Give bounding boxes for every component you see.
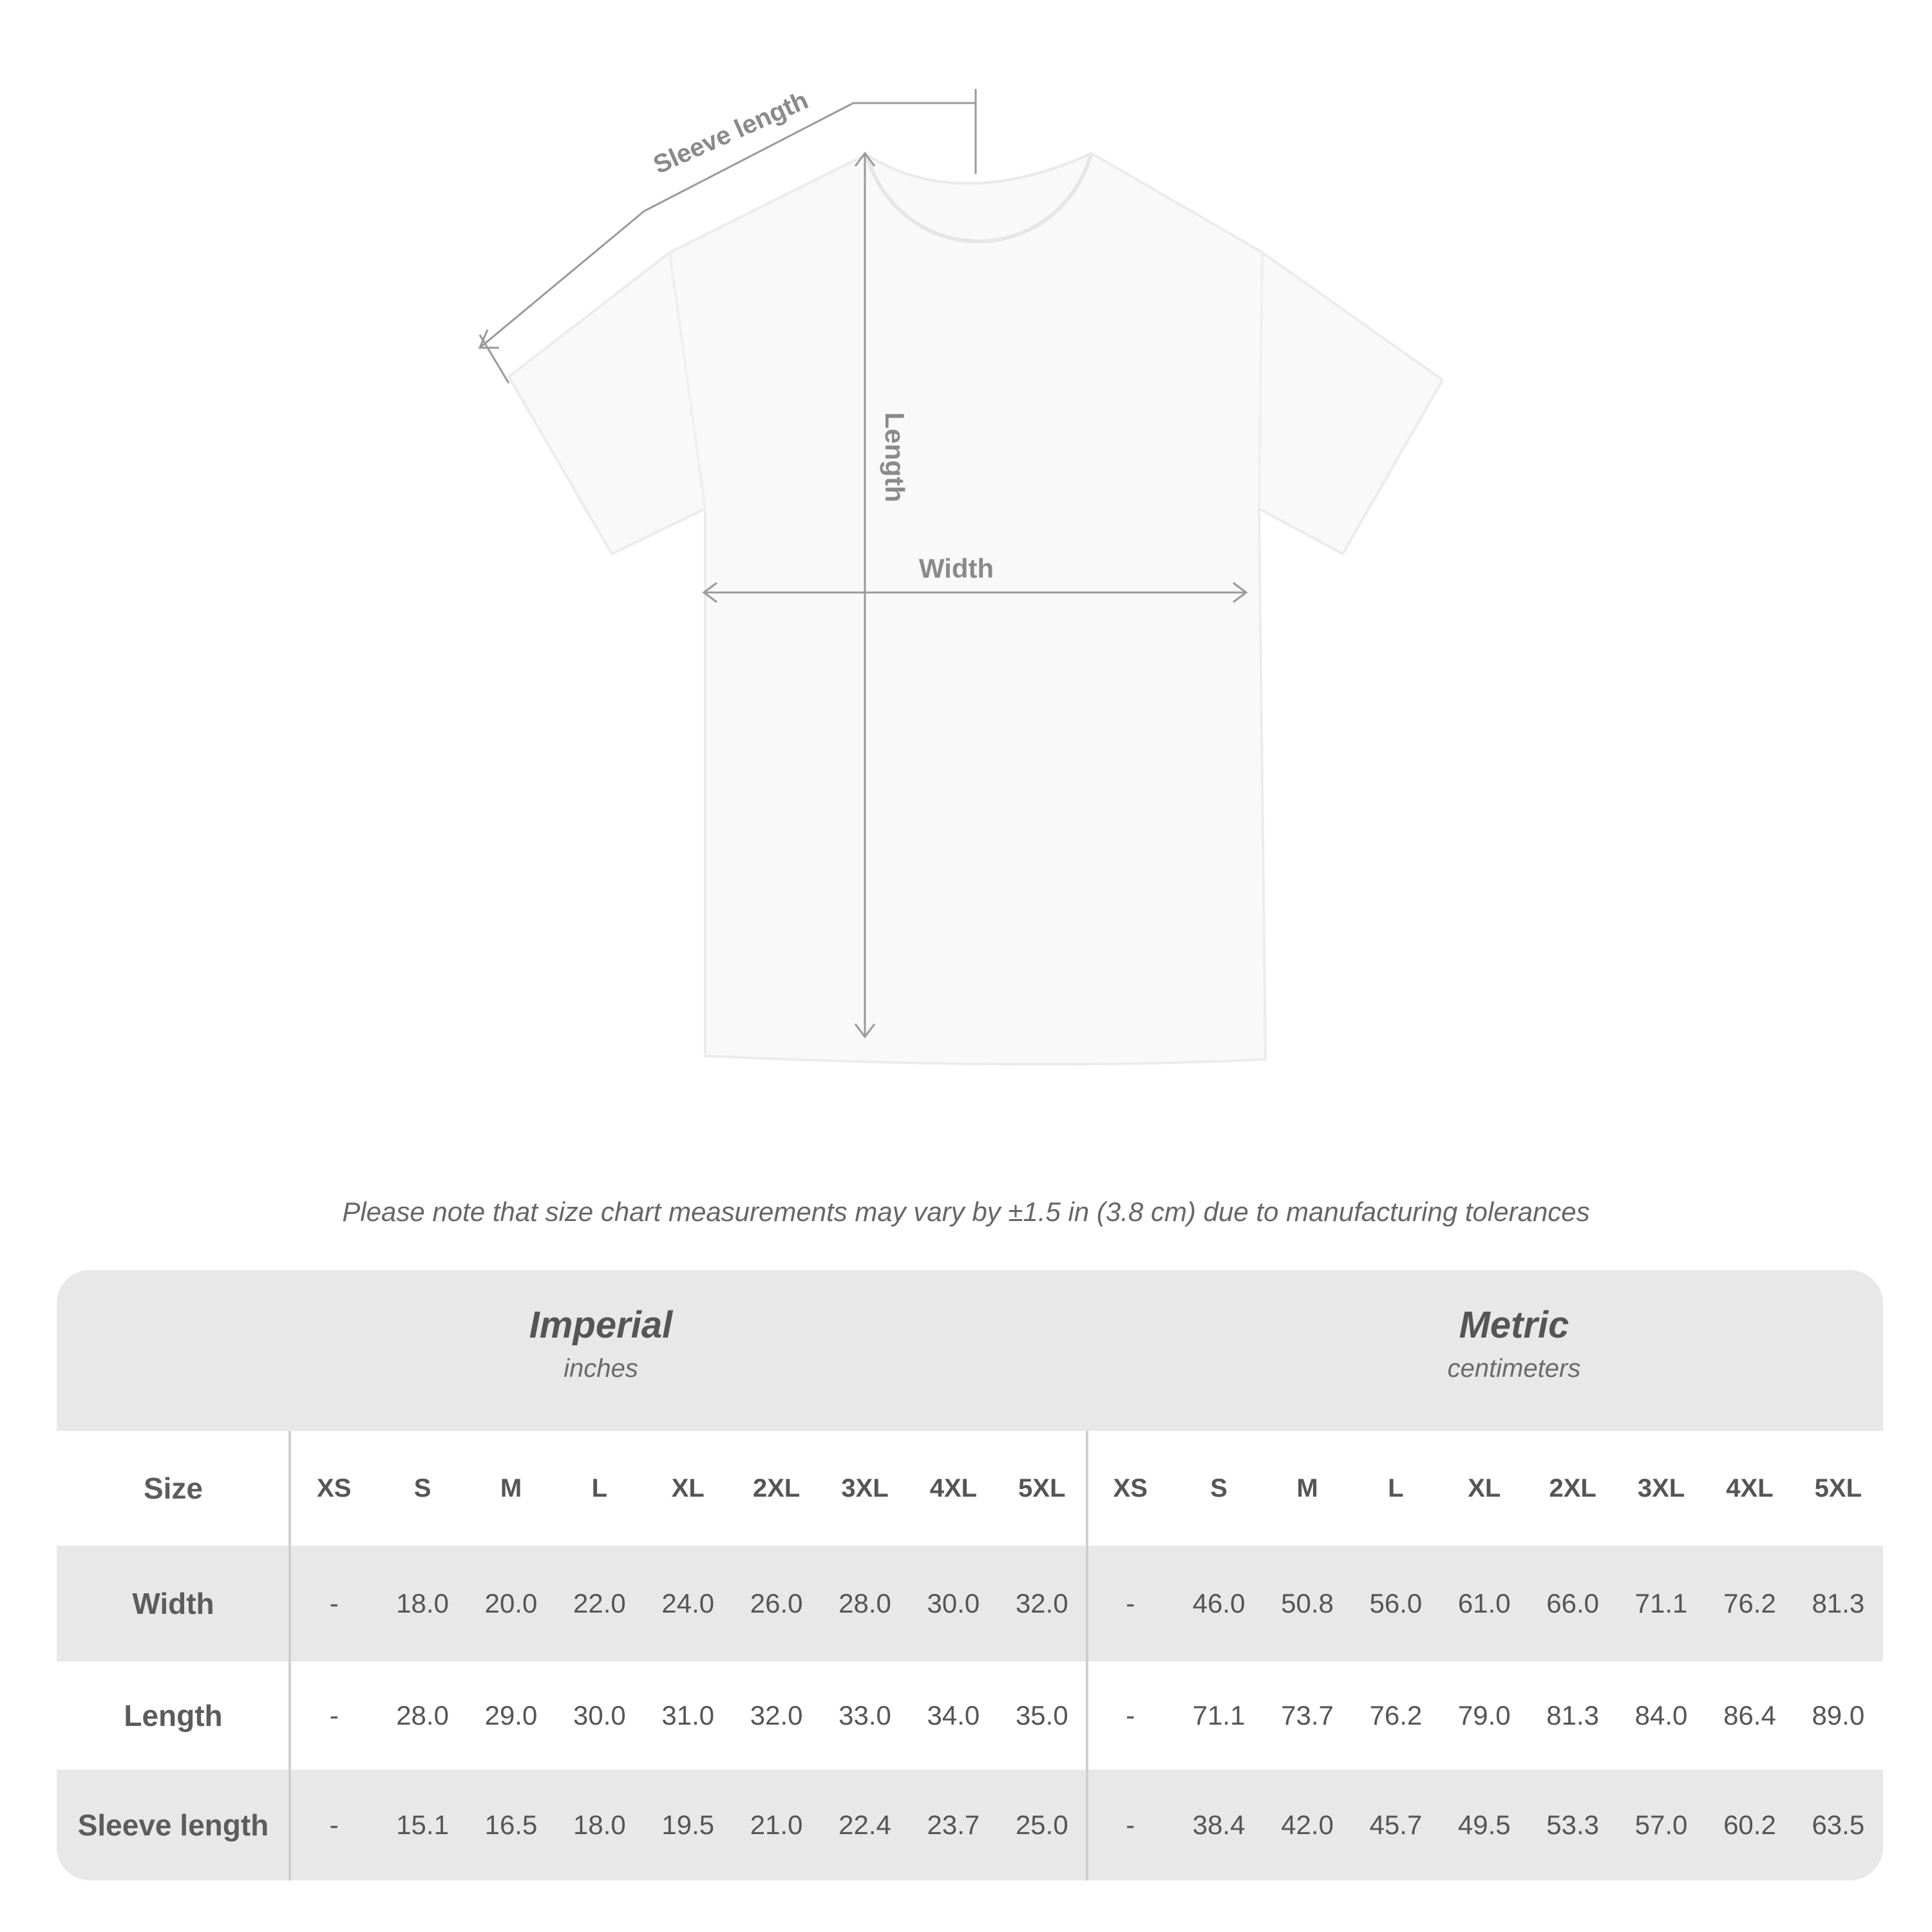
value-cell: 61.0 (1457, 1588, 1511, 1618)
size-row-label: Size (143, 1472, 204, 1505)
value-cell: 79.0 (1457, 1700, 1511, 1730)
value-cell: 53.3 (1546, 1810, 1600, 1840)
value-cell: 18.0 (573, 1810, 626, 1840)
size-header-cell: 2XL (1549, 1473, 1596, 1502)
value-cell: 33.0 (838, 1700, 891, 1730)
value-cell: 42.0 (1281, 1810, 1334, 1840)
metric-unit: centimeters (1447, 1354, 1581, 1383)
value-cell: 73.7 (1281, 1700, 1334, 1730)
value-cell: 19.5 (661, 1810, 715, 1840)
value-cell: 76.2 (1723, 1588, 1776, 1618)
sleeve-length-label: Sleeve length (649, 86, 813, 180)
value-cell: 84.0 (1634, 1700, 1688, 1730)
metric-header (1145, 1270, 1883, 1431)
size-header-cell: XL (1468, 1473, 1501, 1502)
label-divider (289, 1431, 291, 1880)
value-cell: 32.0 (750, 1700, 803, 1730)
value-cell: 45.7 (1369, 1810, 1423, 1840)
value-cell: 21.0 (750, 1810, 803, 1840)
value-cell: 35.0 (1015, 1700, 1068, 1730)
size-header-cell: S (413, 1473, 431, 1502)
size-header-cell: L (591, 1473, 608, 1502)
value-cell: 38.4 (1192, 1810, 1245, 1840)
value-cell: 50.8 (1281, 1588, 1334, 1618)
value-cell: - (329, 1700, 339, 1730)
size-header-cell: XS (1113, 1473, 1148, 1502)
value-cell: 22.0 (573, 1588, 626, 1618)
size-header-cell: 4XL (929, 1473, 978, 1502)
value-cell: 81.3 (1812, 1588, 1865, 1618)
size-header-cell: 5XL (1018, 1473, 1066, 1502)
size-header-cell: XS (317, 1473, 352, 1502)
size-header-cell: M (1296, 1473, 1318, 1502)
value-cell: 25.0 (1015, 1810, 1068, 1840)
size-chart-table (57, 1270, 1883, 1880)
value-cell: 30.0 (927, 1588, 980, 1618)
size-header-cell: 2XL (752, 1473, 800, 1502)
value-cell: 60.2 (1723, 1810, 1776, 1840)
value-cell: 86.4 (1723, 1700, 1776, 1730)
size-header-cell: 4XL (1726, 1473, 1774, 1502)
value-cell: 23.7 (927, 1810, 980, 1840)
length-label: Length (880, 412, 910, 502)
size-header-cell: L (1388, 1473, 1404, 1502)
value-cell: 32.0 (1015, 1588, 1068, 1618)
value-cell: 71.1 (1192, 1700, 1245, 1730)
value-cell: 18.0 (396, 1588, 449, 1618)
size-row (57, 1431, 1883, 1546)
imperial-title: Imperial (529, 1304, 673, 1346)
value-cell: 24.0 (661, 1588, 715, 1618)
sleeve-length-row (57, 1770, 1883, 1880)
width-row-label: Width (132, 1587, 214, 1620)
value-cell: 34.0 (927, 1700, 980, 1730)
value-cell: 57.0 (1634, 1810, 1688, 1840)
value-cell: - (1126, 1588, 1135, 1618)
value-cell: 81.3 (1546, 1700, 1600, 1730)
size-header-cell: 3XL (1637, 1473, 1685, 1502)
value-cell: 22.4 (838, 1810, 891, 1840)
value-cell: 28.0 (838, 1588, 891, 1618)
system-divider (1086, 1431, 1088, 1880)
tolerance-note: Please note that size chart measurements may vary by ±1.5 in (3.8 cm) due to manufacturing tolerances (342, 1197, 1590, 1227)
value-cell: 89.0 (1812, 1700, 1865, 1730)
value-cell: - (329, 1588, 339, 1618)
tshirt-shape (509, 153, 1443, 1065)
value-cell: 71.1 (1634, 1588, 1688, 1618)
value-cell: - (1126, 1700, 1135, 1730)
value-cell: 29.0 (484, 1700, 538, 1730)
size-header-cell: S (1210, 1473, 1227, 1502)
size-header-cell: M (500, 1473, 522, 1502)
width-row (57, 1546, 1883, 1662)
value-cell: 63.5 (1812, 1810, 1865, 1840)
value-cell: 46.0 (1192, 1588, 1245, 1618)
value-cell: 56.0 (1369, 1588, 1423, 1618)
size-header-cell: XL (671, 1473, 705, 1502)
value-cell: 30.0 (573, 1700, 626, 1730)
value-cell: 49.5 (1457, 1810, 1511, 1840)
value-cell: - (1126, 1810, 1135, 1840)
length-row (57, 1662, 1883, 1770)
value-cell: 16.5 (484, 1810, 538, 1840)
value-cell: 28.0 (396, 1700, 449, 1730)
value-cell: 20.0 (484, 1588, 538, 1618)
value-cell: 26.0 (750, 1588, 803, 1618)
sleeve-length-row-label: Sleeve length (77, 1808, 269, 1842)
value-cell: 66.0 (1546, 1588, 1600, 1618)
imperial-unit: inches (564, 1354, 638, 1383)
width-label: Width (918, 553, 994, 583)
size-header-cell: 5XL (1814, 1473, 1862, 1502)
value-cell: 15.1 (396, 1810, 449, 1840)
size-header-cell: 3XL (841, 1473, 889, 1502)
metric-title: Metric (1459, 1304, 1569, 1346)
length-row-label: Length (124, 1699, 223, 1732)
value-cell: - (329, 1810, 339, 1840)
imperial-header (57, 1270, 1145, 1431)
value-cell: 76.2 (1369, 1700, 1423, 1730)
value-cell: 31.0 (661, 1700, 715, 1730)
